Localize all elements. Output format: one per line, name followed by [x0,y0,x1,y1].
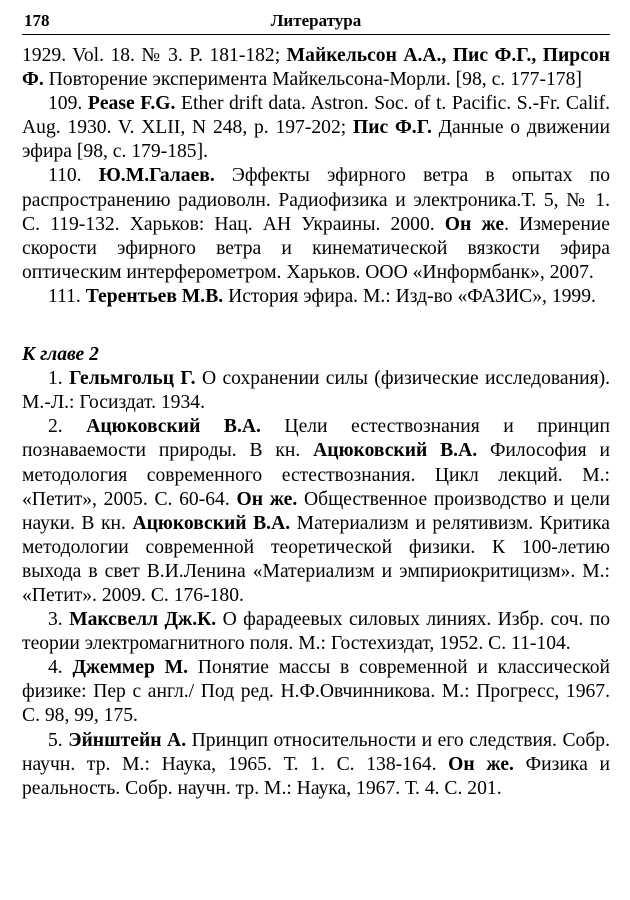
reference-text: Общественное производство и цели науки. В кн. [22,488,610,534]
reference-author: Ацюковский В.А. [86,416,261,438]
page-header [22,8,610,35]
reference-entry [22,164,610,284]
reference-entry [22,656,610,728]
reference-entry [22,285,610,309]
reference-author: Pease F.G. [87,93,176,115]
reference-entry [22,92,610,164]
running-title: Литература [270,11,362,30]
reference-author: Ю.М.Галаев. [98,165,215,187]
reference-text: Материализм и релятивизм. Критика методологии современной теоретической физики. К 100-летию выхода в свет В.И.Ленина «Материализм и эмпириокритицизм». М.: «Петит». 2009. С. 176-180. [22,512,610,606]
reference-text: О сохранении силы (физические исследования). М.-Л.: Госиздат. 1934. [22,368,611,414]
reference-text: Понятие массы в современной и классической физике: Пер с англ./ Под ред. Н.Ф.Овчинникова. М.: Прогресс, 1967. С. 98, 99, 175. [22,657,611,727]
page-number: 178 [24,11,50,30]
section-heading: К главе 2 [22,344,99,366]
reference-text: Принцип относительности и его следствия. Собр. научн. тр. М.: Наука, 1965. Т. 1. С. 138-164. [22,729,611,775]
reference-text: Цели естествознания и принцип познаваемости природы. В кн. [22,416,611,462]
reference-text: 5. [48,729,69,751]
reference-text: 1. [48,368,70,390]
reference-text: История эфира. М.: Изд-во «ФАЗИС», 1999. [223,285,596,307]
reference-text: 1929. Vol. 18. № 3. P. 181-182; [22,45,287,66]
reference-author: Максвелл Дж.К. [69,609,217,631]
reference-text: 3. [48,609,70,631]
reference-author: Джеммер М. [72,657,189,679]
reference-author: Он же. [448,753,514,775]
page-body [22,44,610,801]
reference-text: . Измерение скорости эфирного ветра и кинематической вязкости эфира оптическим интерферометром. Харьков. ООО «Информбанк», 2007. [22,213,610,283]
reference-author: Майкельсон А.А., Пис Ф.Г., Пирсон Ф. [22,45,610,91]
reference-text: 2. [48,416,87,438]
reference-text: Физика и реальность. Собр. научн. тр. М.: Наука, 1967. Т. 4. С. 201. [22,753,610,799]
reference-author: Ацюковский В.А. [132,512,291,534]
reference-text: Ether drift data. Astron. Soc. of t. Pacific. S.-Fr. Calif. Aug. 1930. V. XLII, N 248, p. 197-202; [22,93,610,139]
reference-text: 111. [48,285,86,307]
reference-author: Пис Ф.Г. [352,117,432,139]
reference-entry [22,415,610,608]
reference-text: 4. [48,657,73,679]
reference-text: О фарадеевых силовых линиях. Избр. соч. по теории электромагнитного поля. М.: Гостехиздат, 1952. С. 11-104. [22,609,610,655]
reference-list-continued [22,44,610,309]
reference-author: Гельмгольц Г. [69,368,196,390]
reference-list-chapter-2 [22,367,610,801]
reference-entry [22,729,610,801]
reference-text: Философия и методология современного естествознания. Цикл лекций. М.: «Петит», 2005. С. 60-64. [22,440,610,510]
reference-text: Эффекты эфирного ветра в опытах по распространению радиоволн. Радиофизика и электроника.Т. 5, № 1. С. 119-132. Харьков: Нац. АН Украины. 2000. [22,165,610,235]
reference-text: 110. [48,165,99,187]
reference-entry [22,367,610,415]
reference-author: Терентьев М.В. [85,285,224,307]
reference-author: Он же [444,213,505,235]
reference-author: Он же. [236,488,298,510]
reference-entry [22,44,610,92]
reference-author: Ацюковский В.А. [313,440,478,462]
reference-text: 109. [48,93,88,115]
reference-text: Повторение эксперимента Майкельсона-Морли. [98, с. 177-178] [43,69,582,91]
reference-text: Данные о движении эфира [98, с. 179-185]. [22,117,610,163]
reference-entry [22,608,610,656]
reference-author: Эйнштейн А. [68,729,187,751]
